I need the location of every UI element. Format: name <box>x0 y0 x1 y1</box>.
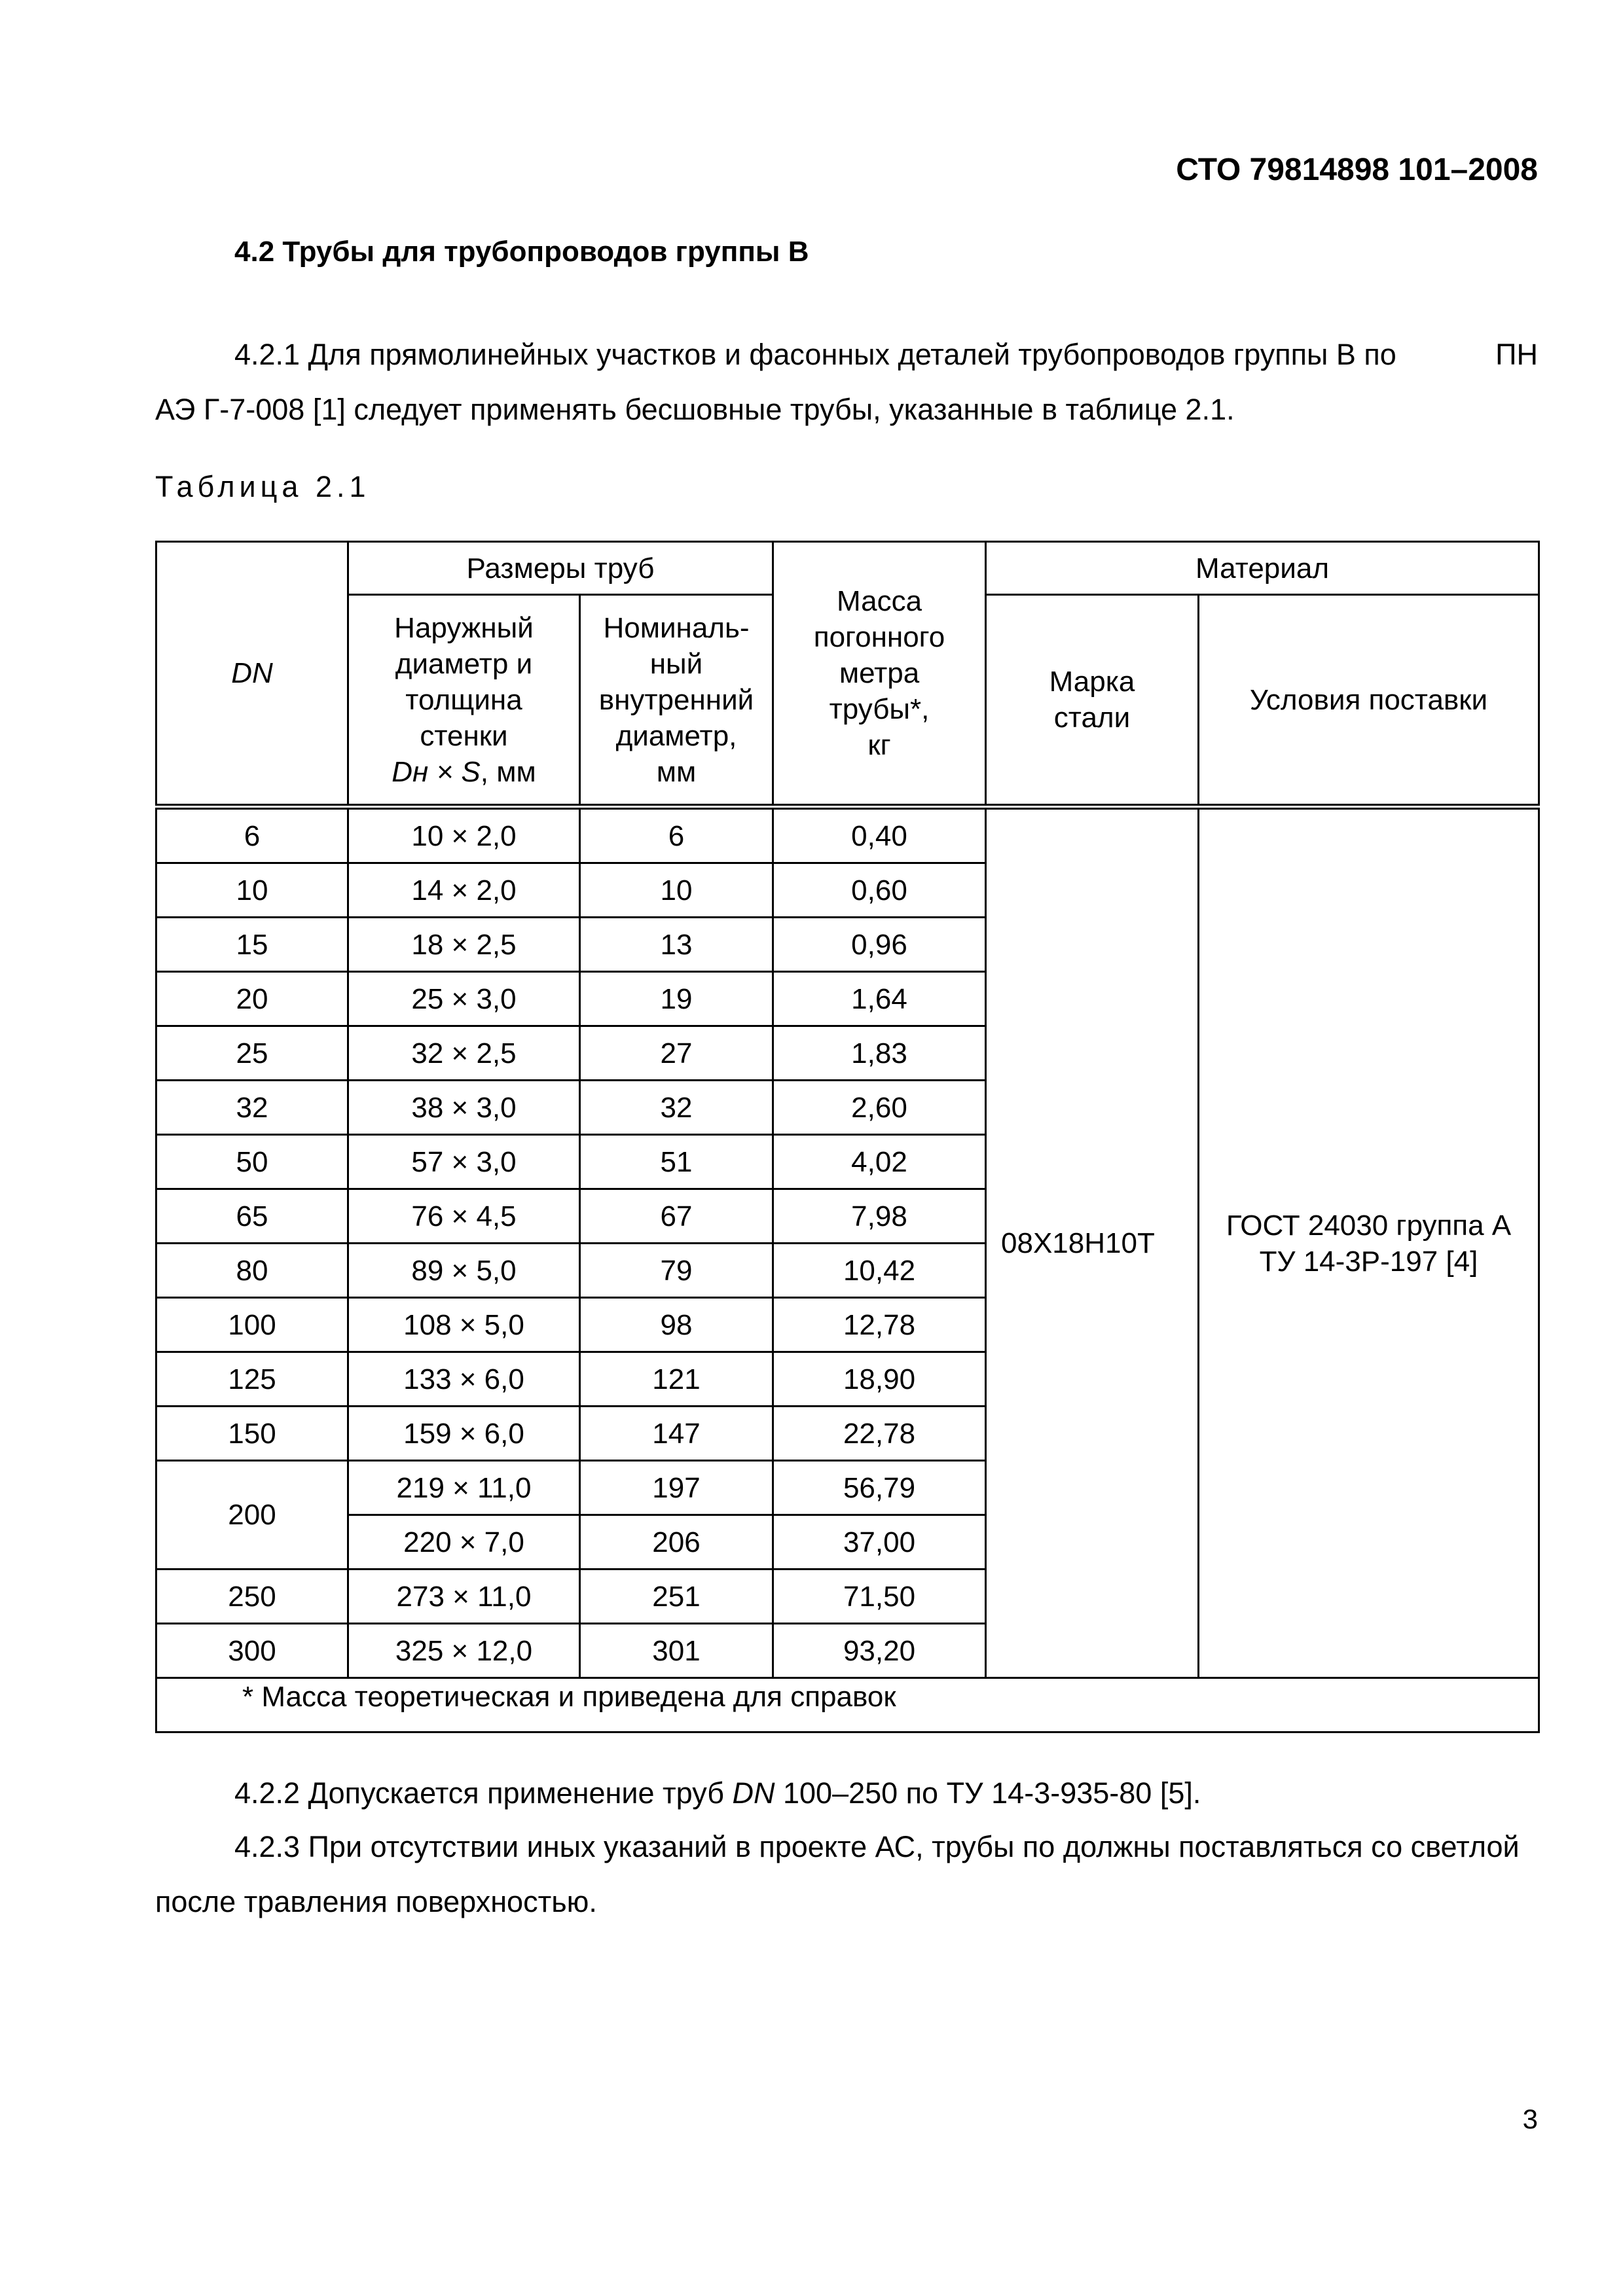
page-number: 3 <box>1522 2104 1538 2134</box>
cell-size: 325 × 12,0 <box>348 1624 580 1678</box>
cell-inner: 251 <box>580 1570 773 1624</box>
cell-size: 219 × 11,0 <box>348 1461 580 1515</box>
cell-dn: 125 <box>156 1352 348 1407</box>
cell-inner: 147 <box>580 1407 773 1461</box>
cell-size: 108 × 5,0 <box>348 1298 580 1352</box>
cell-dn: 150 <box>156 1407 348 1461</box>
table-caption: Таблица 2.1 <box>155 470 371 503</box>
cell-mass: 0,40 <box>773 807 986 863</box>
cell-inner: 51 <box>580 1135 773 1189</box>
cell-inner: 301 <box>580 1624 773 1678</box>
paragraph-4-2-3: 4.2.3 При отсутствии иных указаний в проекте АС, трубы по должны поставляться со светлой после травления поверхностью. <box>155 1830 1520 1918</box>
cell-size: 76 × 4,5 <box>348 1189 580 1244</box>
cell-steel-grade: 08Х18Н10Т <box>986 807 1199 1678</box>
cell-inner: 206 <box>580 1515 773 1570</box>
cell-mass: 12,78 <box>773 1298 986 1352</box>
cell-mass: 0,60 <box>773 863 986 918</box>
cell-mass: 0,96 <box>773 918 986 972</box>
cell-dn: 10 <box>156 863 348 918</box>
cell-mass: 93,20 <box>773 1624 986 1678</box>
cell-size: 89 × 5,0 <box>348 1244 580 1298</box>
cell-mass: 56,79 <box>773 1461 986 1515</box>
table-row <box>156 807 1539 863</box>
cell-dn: 15 <box>156 918 348 972</box>
cell-mass: 1,64 <box>773 972 986 1026</box>
cell-size: 18 × 2,5 <box>348 918 580 972</box>
cell-dn: 250 <box>156 1570 348 1624</box>
cell-size: 10 × 2,0 <box>348 807 580 863</box>
cell-inner: 10 <box>580 863 773 918</box>
supply-line: ТУ 14-3Р-197 [4] <box>1259 1245 1478 1278</box>
cell-inner: 121 <box>580 1352 773 1407</box>
cell-dn: 65 <box>156 1189 348 1244</box>
cell-size: 159 × 6,0 <box>348 1407 580 1461</box>
cell-mass: 2,60 <box>773 1081 986 1135</box>
table-footnote: * Масса теоретическая и приведена для справок <box>156 1678 1539 1732</box>
cell-dn: 6 <box>156 807 348 863</box>
header-material: Материал <box>986 542 1539 595</box>
cell-inner: 79 <box>580 1244 773 1298</box>
document-code: СТО 79814898 101–2008 <box>1176 152 1538 187</box>
cell-inner: 19 <box>580 972 773 1026</box>
cell-inner: 98 <box>580 1298 773 1352</box>
paragraph-4-2-1 <box>155 327 1538 437</box>
header-supply-conditions: Условия поставки <box>1199 595 1539 807</box>
pipe-table <box>155 541 1540 1733</box>
cell-size: 220 × 7,0 <box>348 1515 580 1570</box>
header-inner-diameter: Номиналь- ный внутренний диаметр, мм <box>580 595 773 807</box>
cell-size: 14 × 2,0 <box>348 863 580 918</box>
paragraph-4-2-1-line1: 4.2.1 Для прямолинейных участков и фасонных деталей трубопроводов группы В по <box>234 338 1396 371</box>
cell-mass: 7,98 <box>773 1189 986 1244</box>
supply-line: ГОСТ 24030 группа А <box>1226 1209 1512 1242</box>
cell-dn: 32 <box>156 1081 348 1135</box>
cell-dn: 20 <box>156 972 348 1026</box>
cell-mass: 71,50 <box>773 1570 986 1624</box>
header-pipe-sizes: Размеры труб <box>348 542 773 595</box>
cell-mass: 18,90 <box>773 1352 986 1407</box>
cell-mass: 10,42 <box>773 1244 986 1298</box>
cell-mass: 1,83 <box>773 1026 986 1081</box>
cell-size: 273 × 11,0 <box>348 1570 580 1624</box>
paragraph-4-2-1-line2: АЭ Г-7-008 [1] следует применять бесшовные трубы, указанные в таблице 2.1. <box>155 393 1235 426</box>
cell-inner: 6 <box>580 807 773 863</box>
cell-mass: 4,02 <box>773 1135 986 1189</box>
cell-inner: 197 <box>580 1461 773 1515</box>
cell-size: 133 × 6,0 <box>348 1352 580 1407</box>
cell-inner: 32 <box>580 1081 773 1135</box>
cell-mass: 22,78 <box>773 1407 986 1461</box>
cell-size: 25 × 3,0 <box>348 972 580 1026</box>
cell-dn: 300 <box>156 1624 348 1678</box>
cell-inner: 13 <box>580 918 773 972</box>
cell-dn: 100 <box>156 1298 348 1352</box>
cell-size: 38 × 3,0 <box>348 1081 580 1135</box>
paragraph-4-2-2: 4.2.2 Допускается применение труб DN 100–250 по ТУ 14-3-935-80 [5]. <box>234 1776 1201 1810</box>
cell-inner: 27 <box>580 1026 773 1081</box>
header-steel-grade: Марка стали <box>986 595 1199 807</box>
cell-dn: 50 <box>156 1135 348 1189</box>
cell-dn: 25 <box>156 1026 348 1081</box>
cell-supply-conditions <box>1199 807 1539 1678</box>
cell-size: 32 × 2,5 <box>348 1026 580 1081</box>
cell-dn: 200 <box>156 1461 348 1570</box>
paragraph-4-2-1-line1-end: ПН <box>1495 338 1538 371</box>
header-outer-diameter: Наружный диаметр и толщина стенки Dн × S, мм <box>348 595 580 807</box>
header-mass: Масса погонного метра трубы*, кг <box>773 542 986 807</box>
cell-mass: 37,00 <box>773 1515 986 1570</box>
header-dn: DN <box>156 542 348 807</box>
cell-dn: 80 <box>156 1244 348 1298</box>
cell-size: 57 × 3,0 <box>348 1135 580 1189</box>
cell-inner: 67 <box>580 1189 773 1244</box>
section-heading: 4.2 Трубы для трубопроводов группы В <box>234 236 809 268</box>
